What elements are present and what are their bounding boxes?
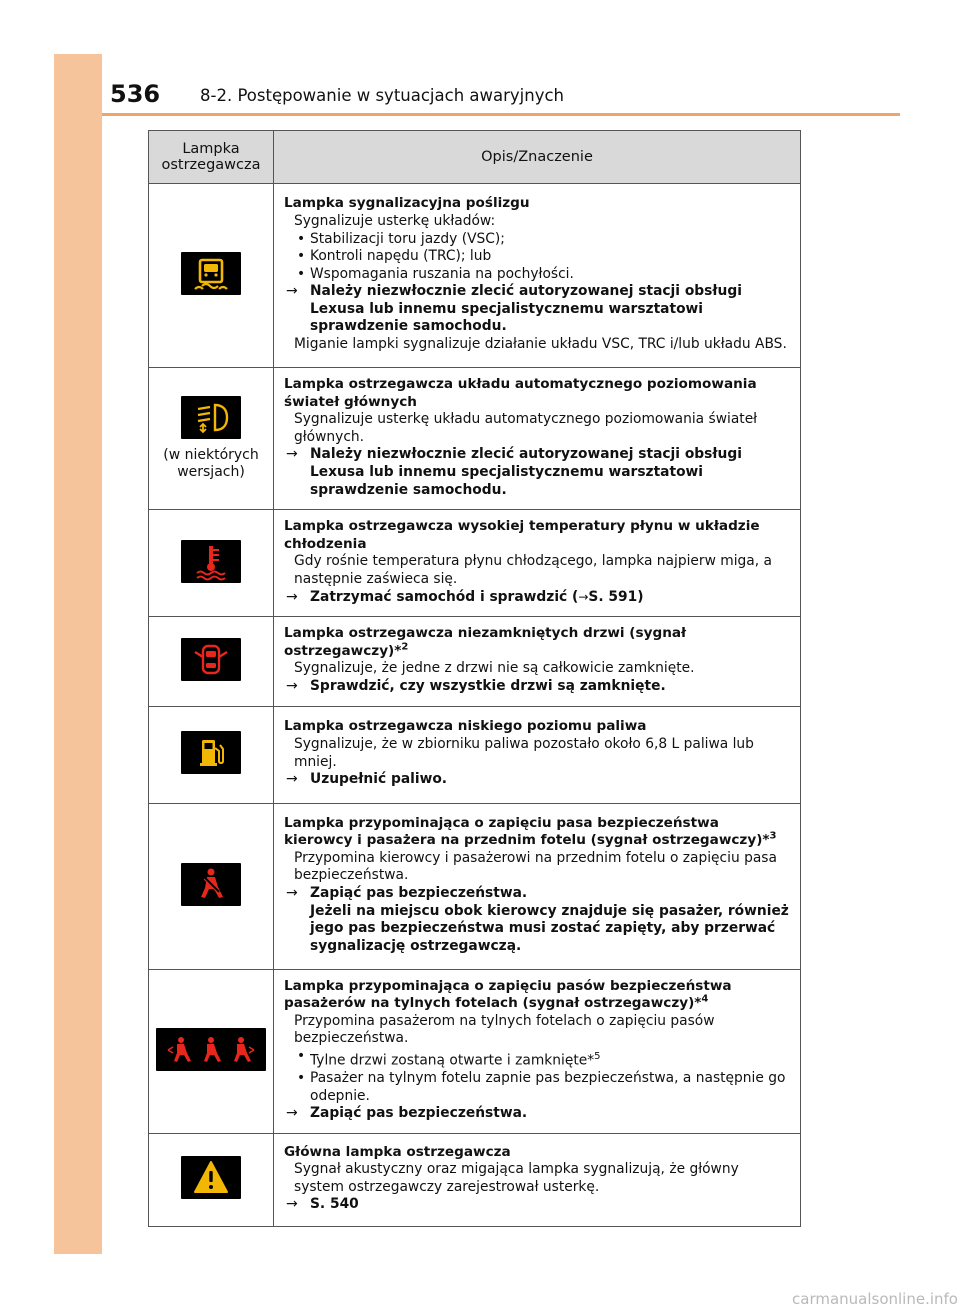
list-item: • Stabilizacji toru jazdy (VSC); [297,231,790,249]
section-title: 8-2. Postępowanie w sytuacjach awaryjnych [200,86,565,105]
arrow-right-icon: → [286,1196,298,1213]
side-accent-strip [54,54,102,1254]
arrow-right-icon: → [286,1105,298,1122]
action-text: Uzupełnić paliwo. [310,771,448,788]
lamp-title [284,815,790,850]
description-text: Sygnalizuje, że jedne z drzwi nie są całkowicie zamknięte. [294,660,695,677]
action-text: Zapiąć pas bezpieczeństwa. [310,885,528,901]
lamp-cell [149,184,274,368]
footnote-marker: 3 [769,830,777,842]
table-header-row [149,131,801,184]
table-row [149,706,801,803]
action-instruction [284,283,790,336]
description-text: Przypomina kierowcy i pasażerowi na przednim fotelu o zapięciu pasa bezpieczeństwa. [294,849,777,884]
action-text: Jeżeli na miejscu obok kierowcy znajduje się pasażer, również jego pas bezpieczeństwa musi zostać zapięty, aby przerwać sygnalizację ostrzegawczą. [310,902,789,954]
arrow-right-icon: → [286,677,298,694]
action-text: Sprawdzić, czy wszystkie drzwi są zamknięte. [310,677,666,694]
master-warning-icon [181,1156,241,1199]
lamp-title-text: Lampka przypominająca o zapięciu pasa bezpieczeństwa kierowcy i pasażera na przednim fotelu (sygnał ostrzegawczy)* [284,814,770,849]
description-cell [274,969,801,1133]
description-text: Sygnalizuje usterkę układu automatycznego poziomowania świateł głównych. [294,411,758,445]
list-item: • Kontroli napędu (TRC); lub [297,248,790,266]
lamp-cell [149,969,274,1133]
page-reference: S. 540 [310,1196,359,1213]
arrow-right-icon: → [286,771,298,788]
description-text: Przypomina pasażerom na tylnych fotelach o zapięciu pasów bezpieczeństwa. [294,1012,715,1047]
list-item-text: Tylne drzwi zostaną otwarte i zamknięte* [310,1052,595,1069]
page-reference: S. 591) [588,588,644,605]
action-instruction [284,589,790,607]
headlight-leveling-icon [181,396,241,439]
action-instruction [284,771,790,789]
table-row [149,184,801,368]
warning-lamp-table [148,130,801,1227]
low-fuel-icon [181,731,241,774]
lamp-cell [149,368,274,510]
action-instruction [284,446,790,499]
lamp-title: Lampka sygnalizacyjna poślizgu [284,195,530,212]
column-header-description: Opis/Znaczenie [274,131,801,184]
seatbelt-reminder-icon [181,863,241,906]
description-cell [274,510,801,617]
list-item [297,1048,790,1070]
reference-arrow-icon: → [578,589,589,604]
lamp-title [284,978,790,1013]
description-cell [274,803,801,969]
lamp-title-text: Lampka przypominająca o zapięciu pasów bezpieczeństwa pasażerów na tylnych fotelach (sygnał ostrzegawczy)* [284,977,732,1012]
footnote-marker: 4 [701,993,709,1005]
footer-watermark: carmanualsonline.info [792,1290,958,1308]
lamp-title: Lampka ostrzegawcza wysokiej temperatury płynu w układzie chłodzenia [284,518,760,552]
table-row [149,617,801,706]
arrow-right-icon: → [286,885,298,901]
lamp-cell [149,510,274,617]
lamp-title-text: Lampka ostrzegawcza niezamkniętych drzwi (sygnał ostrzegawczy)* [284,625,687,659]
lamp-cell [149,617,274,706]
footnote-marker: 2 [401,641,409,653]
rear-seatbelt-reminder-icon [156,1028,266,1071]
door-open-icon [181,638,241,681]
description-text: Miganie lampki sygnalizuje działanie układu VSC, TRC i/lub układu ABS. [294,336,787,353]
action-instruction [284,1105,790,1123]
action-text: Należy niezwłocznie zlecić autoryzowanej stacji obsługi Lexusa lub innemu specjalistycznemu warsztatowi sprawdzenie samochodu. [310,283,742,335]
lamp-title: Lampka ostrzegawcza niskiego poziomu paliwa [284,718,647,735]
column-header-lamp: Lampka ostrzegawcza [149,131,274,184]
lamp-cell [149,803,274,969]
lamp-cell [149,706,274,803]
description-text: Sygnalizuje usterkę układów: [294,212,496,229]
list-item: • Wspomagania ruszania na pochyłości. [297,266,790,284]
lamp-cell [149,1133,274,1226]
bullet-list [284,231,790,284]
bullet-list [284,1048,790,1105]
lamp-title: Lampka ostrzegawcza układu automatycznego poziomowania świateł głównych [284,376,757,410]
page-number: 536 [110,80,161,108]
slip-indicator-icon [181,252,241,295]
coolant-temperature-icon [181,540,241,583]
description-text: Sygnalizuje, że w zbiorniku paliwa pozostało około 6,8 L paliwa lub mniej. [294,735,754,770]
header-rule [102,113,900,116]
action-instruction [284,885,790,955]
description-text: Gdy rośnie temperatura płynu chłodzącego, lampka najpierw miga, a następnie zaświeca się. [294,553,772,587]
lamp-title [284,625,790,660]
table-row [149,368,801,510]
table-row [149,510,801,617]
table-row [149,969,801,1133]
description-cell [274,617,801,706]
lamp-title: Główna lampka ostrzegawcza [284,1143,511,1160]
action-text: Należy niezwłocznie zlecić autoryzowanej stacji obsługi Lexusa lub innemu specjalistycznemu warsztatowi sprawdzenie samochodu. [310,446,742,498]
arrow-right-icon: → [286,588,298,605]
action-text: Zapiąć pas bezpieczeństwa. [310,1105,528,1122]
action-instruction [284,678,790,696]
list-item: • Pasażer na tylnym fotelu zapnie pas bezpieczeństwa, a następnie go odepnie. [297,1070,790,1105]
description-cell [274,706,801,803]
arrow-right-icon: → [286,446,298,463]
footnote-marker: 5 [594,1050,601,1062]
description-cell [274,368,801,510]
action-instruction [284,1196,790,1214]
description-text: Sygnał akustyczny oraz migająca lampka sygnalizują, że główny system ostrzegawczy zarejestrował usterkę. [294,1161,739,1195]
arrow-right-icon: → [286,283,298,300]
description-cell [274,184,801,368]
description-cell [274,1133,801,1226]
table-row [149,803,801,969]
table-row [149,1133,801,1226]
lamp-caption: (w niektórych wersjach) [163,447,259,481]
action-text: Zatrzymać samochód i sprawdzić ( [310,588,579,605]
